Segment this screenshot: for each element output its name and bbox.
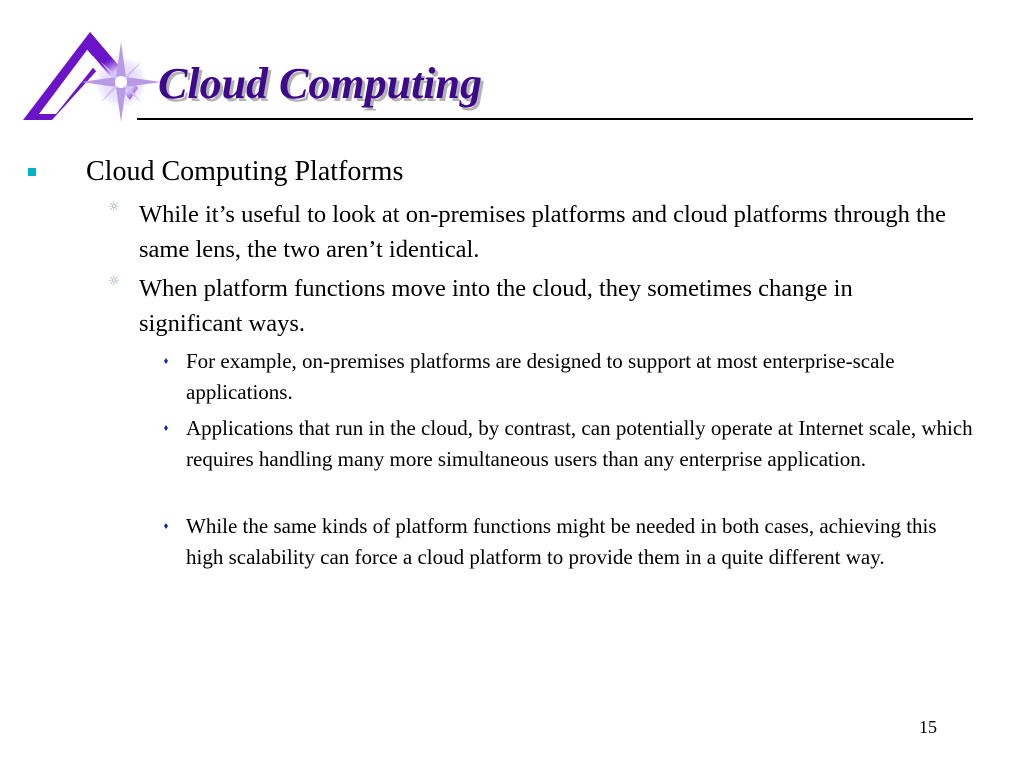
diamond-bullet-icon bbox=[164, 523, 168, 529]
wingding-bullet-icon: ☼ bbox=[108, 274, 120, 289]
page-number: 15 bbox=[919, 717, 937, 737]
slide-title: Cloud Computing bbox=[158, 59, 483, 108]
subbullet-platform-functions bbox=[108, 271, 949, 341]
detail-scalability bbox=[186, 511, 976, 573]
wingding-bullet-icon: ☼ bbox=[108, 200, 120, 215]
bullet-text: While the same kinds of platform functions might be needed in both cases, achieving this high scalability can force a cloud platform to provide them in a quite different way. bbox=[186, 514, 937, 569]
bullet-text: When platform functions move into the cloud, they sometimes change in significant ways. bbox=[139, 275, 853, 337]
bullet-text: Cloud Computing Platforms bbox=[86, 156, 404, 187]
detail-internet-scale bbox=[186, 413, 976, 475]
bullet-cloud-computing-platforms bbox=[86, 155, 966, 189]
diamond-bullet-icon bbox=[164, 425, 168, 431]
square-bullet-icon bbox=[28, 168, 36, 176]
bullet-text: For example, on-premises platforms are designed to support at most enterprise-scale applications. bbox=[186, 349, 895, 404]
bullet-text: While it’s useful to look at on-premises platforms and cloud platforms through the same lens, the two aren’t identical. bbox=[139, 201, 946, 263]
bullet-text: Applications that run in the cloud, by contrast, can potentially operate at Internet scale, which requires handling many more simultaneous users than any enterprise application. bbox=[186, 416, 973, 471]
subbullet-same-lens bbox=[108, 197, 949, 267]
diamond-bullet-icon bbox=[164, 358, 168, 364]
detail-on-premises bbox=[186, 346, 976, 408]
